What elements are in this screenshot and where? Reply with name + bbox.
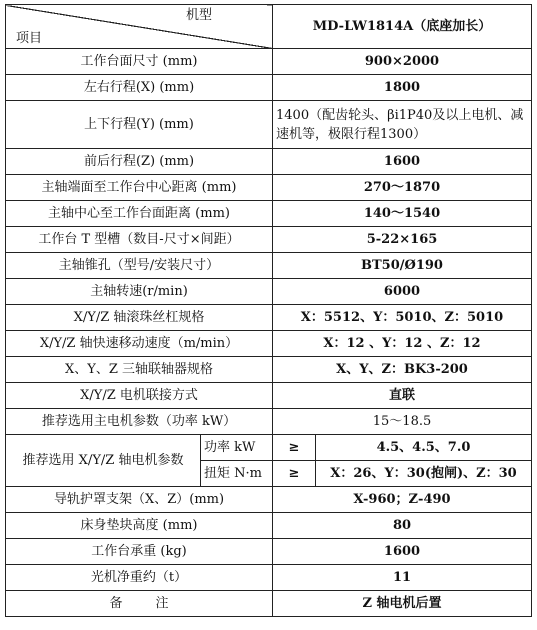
table-row <box>6 49 532 75</box>
table-row <box>6 305 532 331</box>
row-label: 主轴中心至工作台面距离 (mm) <box>6 201 273 227</box>
motor-params-label: 推荐选用 X/Y/Z 轴电机参数 <box>6 435 201 487</box>
table-row <box>6 331 532 357</box>
row-label: 导轨护罩支架（X、Z）(mm) <box>6 487 273 513</box>
row-value: X：5512、Y：5010、Z：5010 <box>273 305 532 331</box>
table-row <box>6 409 532 435</box>
row-value: 11 <box>273 565 532 591</box>
row-value: 1600 <box>273 149 532 175</box>
row-label: 主轴端面至工作台中心距离 (mm) <box>6 175 273 201</box>
header-item-label: 项目 <box>16 31 43 46</box>
row-value: X、Y、Z：BK3-200 <box>273 357 532 383</box>
table-row <box>6 227 532 253</box>
table-row <box>6 175 532 201</box>
torque-ge-symbol: ≥ <box>273 461 316 487</box>
row-label: 工作台面尺寸 (mm) <box>6 49 273 75</box>
table-row <box>6 75 532 101</box>
row-value: 1800 <box>273 75 532 101</box>
row-label: 床身垫块高度 (mm) <box>6 513 273 539</box>
row-value: 5-22×165 <box>273 227 532 253</box>
table-row <box>6 513 532 539</box>
table-row <box>6 383 532 409</box>
power-ge-symbol: ≥ <box>273 435 316 461</box>
row-value <box>273 101 532 149</box>
table-row <box>6 149 532 175</box>
row-label: X/Y/Z 电机联接方式 <box>6 383 273 409</box>
remarks-value: Z 轴电机后置 <box>273 591 532 617</box>
row-label: X/Y/Z 轴快速移动速度（m/min） <box>6 331 273 357</box>
table-row <box>6 279 532 305</box>
header-corner-cell <box>6 5 273 49</box>
row-value: 直联 <box>273 383 532 409</box>
row-value: BT50/Ø190 <box>273 253 532 279</box>
row-value: X：12 、Y：12 、Z：12 <box>273 331 532 357</box>
row-label: X、Y、Z 三轴联轴器规格 <box>6 357 273 383</box>
row-value: 6000 <box>273 279 532 305</box>
y-travel-value: 1400（配齿轮头、βi1P40及以上电机、减速机等，极限行程1300） <box>276 107 524 142</box>
row-label: 推荐选用主电机参数（功率 kW） <box>6 409 273 435</box>
row-label: X/Y/Z 轴滚珠丝杠规格 <box>6 305 273 331</box>
row-label: 主轴锥孔（型号/安装尺寸） <box>6 253 273 279</box>
remarks-label: 备 注 <box>6 591 273 617</box>
row-value: 15～18.5 <box>273 409 532 435</box>
table-row <box>6 101 532 149</box>
row-value: 900×2000 <box>273 49 532 75</box>
table-row <box>6 253 532 279</box>
motor-torque-label: 扭矩 N·m <box>201 461 273 487</box>
row-value: 140～1540 <box>273 201 532 227</box>
row-label: 上下行程(Y) (mm) <box>6 101 273 149</box>
row-label: 主轴转速(r/min) <box>6 279 273 305</box>
table-row <box>6 201 532 227</box>
motor-power-value: 4.5、4.5、7.0 <box>316 435 532 461</box>
motor-power-label: 功率 kW <box>201 435 273 461</box>
row-value: X-960；Z-490 <box>273 487 532 513</box>
row-label: 光机净重约（t） <box>6 565 273 591</box>
row-label: 左右行程(X) (mm) <box>6 75 273 101</box>
row-value: 1600 <box>273 539 532 565</box>
row-value: 270～1870 <box>273 175 532 201</box>
row-label: 前后行程(Z) (mm) <box>6 149 273 175</box>
table-row <box>6 357 532 383</box>
table-row <box>6 539 532 565</box>
row-label: 工作台承重 (kg) <box>6 539 273 565</box>
table-row <box>6 487 532 513</box>
row-value: 80 <box>273 513 532 539</box>
header-row <box>6 5 532 49</box>
table-row <box>6 565 532 591</box>
motor-torque-value: X：26、Y：30(抱闸)、Z：30 <box>316 461 532 487</box>
model-name: MD-LW1814A（底座加长） <box>273 5 532 49</box>
spec-table <box>5 4 532 617</box>
row-label: 工作台 T 型槽（数目-尺寸×间距） <box>6 227 273 253</box>
table-row <box>6 591 532 617</box>
motor-power-row <box>6 435 532 461</box>
header-model-label: 机型 <box>185 8 212 23</box>
